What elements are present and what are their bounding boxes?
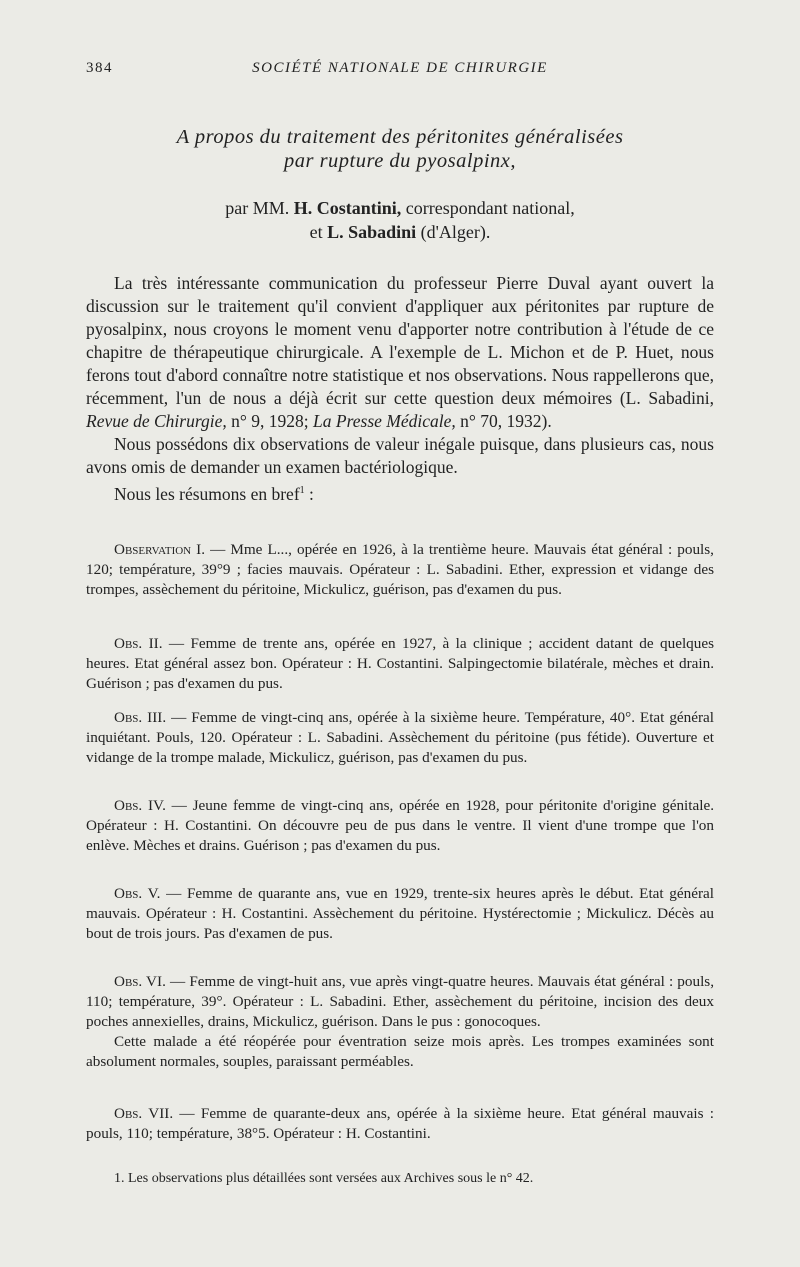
observation-label: Observation I. [114, 541, 206, 558]
authors-prefix: par MM. [225, 198, 290, 218]
observation-text: — Femme de vingt-huit ans, vue après vingt-quatre heures. Mauvais état général : pouls, 110; température, 39°. Opérateur : L. Sabadini. Ether, assèchement du péritoine, incision des deux poches annexielles, drains, Mickulicz, guérison. Dans le pus : gonocoques. [86, 973, 714, 1030]
observation-paragraph [86, 796, 714, 856]
intro-paragraph-3 [86, 479, 714, 506]
observation-5 [86, 884, 714, 944]
authors-conjunction: et [309, 222, 323, 242]
intro-p1-text: La très intéressante communication du professeur Pierre Duval ayant ouvert la discussion sur le traitement qu'il convient d'appliquer aux péritonites par rupture de pyosalpinx, nous croyons le moment venu d'apporter notre contribution à l'étude de ce chapitre de thérapeutique chirurgicale. A l'exemple de L. Michon et de P. Huet, nous ferons tout d'abord connaître notre statistique et nos observations. Nous rappellerons que, récemment, l'un de nous a déjà écrit sur cette question deux mémoires (L. Sabadini, [86, 273, 714, 408]
observation-text: — Femme de trente ans, opérée en 1927, à la clinique ; accident datant de quelques heures. Etat général assez bon. Opérateur : H. Costantini. Salpingectomie bilatérale, mèches et drain. Guérison ; pas d'examen du pus. [86, 635, 715, 692]
observation-4 [86, 796, 714, 856]
intro-p3-text: Nous les résumons en bref [114, 483, 300, 504]
observation-6-followup: Cette malade a été réopérée pour éventration seize mois après. Les trompes examinées sont absolument normales, souples, paraissant perméables. [86, 1033, 714, 1070]
title-line-2: par rupture du pyosalpinx, [283, 150, 517, 172]
observation-7 [86, 1104, 714, 1144]
observation-label: Obs. III. [114, 709, 167, 726]
author-costantini: H. Costantini, [293, 198, 402, 218]
authors-line-2 [86, 220, 714, 244]
observation-label: Obs. VII. [114, 1105, 174, 1122]
observation-paragraph [86, 708, 714, 768]
observation-label: Obs. VI. [114, 973, 166, 990]
intro-paragraph-1 [86, 272, 714, 433]
authors [86, 196, 714, 244]
observation-label: Obs. II. [114, 635, 163, 652]
observation-text: — Mme L..., opérée en 1926, à la trentième heure. Mauvais état général : pouls, 120; température, 39°9 ; facies mauvais. Opérateur : L. Sabadini. Ether, expression et vidange des trompes, assèchement du péritoine, Mickulicz, guérison, pas d'examen du pus. [86, 541, 714, 598]
observation-paragraph [86, 540, 714, 600]
observation-label: Obs. IV. [114, 797, 166, 814]
footnote-marker: 1 [299, 485, 305, 496]
footnote [86, 1170, 714, 1188]
observation-paragraph [86, 1104, 714, 1144]
author-sabadini: L. Sabadini [327, 222, 417, 242]
intro-paragraph-2: Nous possédons dix observations de valeur inégale puisque, dans plusieurs cas, nous avons omis de demander un examen bactériologique. [86, 434, 714, 477]
title-line-1: A propos du traitement des péritonites généralisées [176, 126, 624, 148]
article-title [86, 125, 714, 173]
ref1-tail: n° 9, 1928; [231, 411, 309, 431]
page-number: 384 [86, 60, 113, 76]
authors-line-1 [86, 196, 714, 220]
footnote-number: 1. [114, 1171, 125, 1186]
observation-6 [86, 972, 714, 1072]
ref-presse-medicale: La Presse Médicale, [313, 411, 456, 431]
ref2-tail: n° 70, 1932). [460, 411, 552, 431]
observation-label: Obs. V. [114, 885, 161, 902]
observation-paragraph [86, 884, 714, 944]
observation-1 [86, 540, 714, 600]
observation-paragraph [86, 634, 714, 694]
observation-text: — Jeune femme de vingt-cinq ans, opérée en 1928, pour péritonite d'origine génitale. Opérateur : H. Costantini. On découvre peu de pus dans le ventre. Il vient d'une trompe que l'on enlève. Mèches et drains. Guérison ; pas d'examen du pus. [86, 797, 714, 854]
intro-text [86, 272, 714, 506]
observation-text: — Femme de vingt-cinq ans, opérée à la sixième heure. Température, 40°. Etat général inquiétant. Pouls, 120. Opérateur : L. Sabadini. Assèchement du péritoine (pus fétide). Ouverture et vidange de la trompe malade, Mickulicz, guérison, pas d'examen du pus. [86, 709, 715, 766]
running-head [86, 60, 714, 84]
observation-2 [86, 634, 714, 694]
observation-text: — Femme de quarante-deux ans, opérée à la sixième heure. Etat général mauvais : pouls, 110; température, 38°5. Opérateur : H. Costantini. [86, 1105, 715, 1142]
author-affiliation-2: (d'Alger). [420, 222, 491, 242]
observation-text: — Femme de quarante ans, vue en 1929, trente-six heures après le début. Etat général mauvais. Opérateur : H. Costantini. Assèchement du péritoine. Hystérectomie ; Mickulicz. Décès au bout de trois jours. Pas d'examen de pus. [86, 885, 714, 942]
author-affiliation-1: correspondant national, [405, 198, 575, 218]
running-title: SOCIÉTÉ NATIONALE DE CHIRURGIE [252, 60, 548, 76]
footnote-text: Les observations plus détaillées sont versées aux Archives sous le n° 42. [128, 1171, 534, 1186]
intro-p3-tail: : [304, 483, 314, 504]
observation-3 [86, 708, 714, 768]
observation-paragraph [86, 972, 714, 1032]
ref-revue-chirurgie: Revue de Chirurgie, [86, 411, 227, 431]
